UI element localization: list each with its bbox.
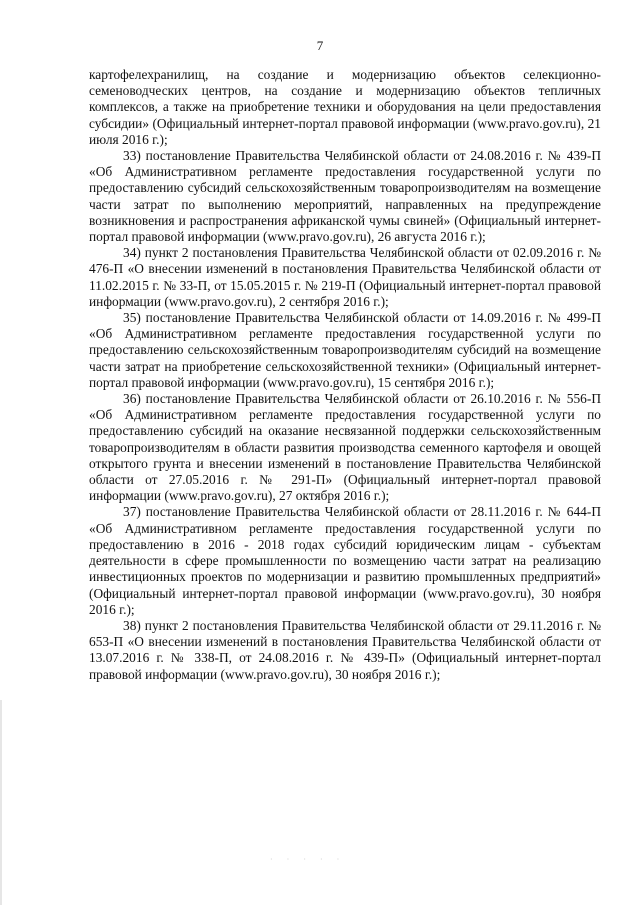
scan-artifact: · · · · · xyxy=(270,855,346,864)
paragraph-item-34: 34) пункт 2 постановления Правительства Челябинской области от 02.09.2016 г. № 476-П «О внесении изменений в постановления Правительства Челябинской области от 11.02.2015 г. № 33-П, от 15.05.2015 г. № 219-П (Официальный интернет-портал правовой информации (www.pravo.gov.ru), 2 сентября 2016 г.); xyxy=(89,245,601,309)
page-number: 7 xyxy=(316,38,324,53)
paragraph-item-35: 35) постановление Правительства Челябинской области от 14.09.2016 г. № 499-П «Об Административном регламенте предоставления государственной услуги по предоставлению сельскохозяйственным товаропроизводителям субсидий на возмещение части затрат на приобретение сельскохозяйственной техники» (Официальный интернет-портал правовой информации (www.pravo.gov.ru), 15 сентября 2016 г.); xyxy=(89,310,601,390)
paragraph-continuation: картофелехранилищ, на создание и модернизацию объектов селекционно-семеноводческих центров, на создание и модернизацию объектов тепличных комплексов, а также на приобретение техники и оборудования на цели предоставления субсидии» (Официальный интернет-портал правовой информации (www.pravo.gov.ru), 21 июля 2016 г.); xyxy=(89,67,601,147)
paragraph-item-37: 37) постановление Правительства Челябинской области от 28.11.2016 г. № 644-П «Об Административном регламенте предоставления государственной услуги по предоставлению в 2016 - 2018 годах субсидий юридическим лицам - субъектам деятельности в сфере промышленности по возмещению части затрат на реализацию инвестиционных проектов по модернизации и развитию промышленных предприятий» (Официальный интернет-портал правовой информации (www.pravo.gov.ru), 30 ноября 2016 г.); xyxy=(89,504,601,617)
scan-edge-shadow xyxy=(0,700,2,905)
paragraph-item-36: 36) постановление Правительства Челябинской области от 26.10.2016 г. № 556-П «Об Административном регламенте предоставления государственной услуги по предоставлению субсидий на оказание несвязанной поддержки сельскохозяйственным товаропроизводителям в области развития производства семенного картофеля и овощей открытого грунта и внесении изменений в постановление Правительства Челябинской области от 27.05.2016 г. № 291-П» (Официальный интернет-портал правовой информации (www.pravo.gov.ru), 27 октября 2016 г.); xyxy=(89,391,601,504)
paragraph-item-33: 33) постановление Правительства Челябинской области от 24.08.2016 г. № 439-П «Об Административном регламенте предоставления государственной услуги по предоставлению субсидий сельскохозяйственным товаропроизводителям на возмещение части затрат по выполнению мероприятий, направленных на предупреждение возникновения и распространения африканской чумы свиней» (Официальный интернет-портал правовой информации (www.pravo.gov.ru), 26 августа 2016 г.); xyxy=(89,148,601,245)
document-body xyxy=(89,67,601,683)
paragraph-item-38: 38) пункт 2 постановления Правительства Челябинской области от 29.11.2016 г. № 653-П «О внесении изменений в постановления Правительства Челябинской области от 13.07.2016 г. № 338-П, от 24.08.2016 г. № 439-П» (Официальный интернет-портал правовой информации (www.pravo.gov.ru), 30 ноября 2016 г.); xyxy=(89,617,601,682)
